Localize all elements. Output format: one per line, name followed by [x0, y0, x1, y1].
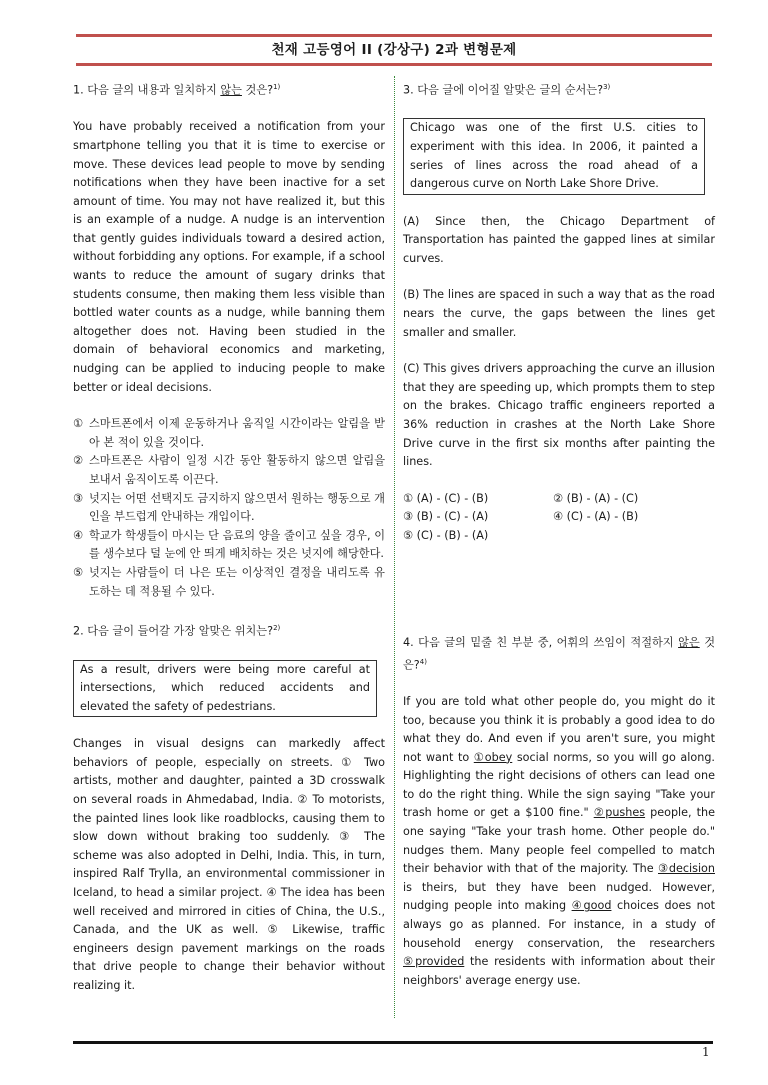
q4-footnote: 4)	[419, 657, 427, 666]
q2-passage: Changes in visual designs can markedly affect behaviors of people, especially on streets. ① Two artists, mother and daughter, painted a 3D crosswalk on several roads in Ahmedabad, India. ② To motorists, the painted lines look like roadblocks, causing them to slow down without braking too suddenly. ③ The scheme was also adopted in Delhi, India. This, in turn, inspired Ralf Trylla, an environmental commissioner in Iceland, to head a similar project. ④ The idea has been well received and mirrored in cities of China, the U.S., Canada, and the UK as well. ⑤ Likewise, traffic engineers design pavement markings on the roads that drive people to change their behavior without realizing it.	[73, 737, 385, 992]
header-top-rule	[76, 34, 712, 37]
left-column	[73, 78, 385, 996]
column-divider	[394, 76, 395, 1018]
q3-paragraph-c: (C) This gives drivers approaching the curve an illusion that they are speeding up, which prompts them to step on the brakes. Chicago traffic engineers reported a 36% reduction in crashes at the North Lake Shore Drive curve in the first six months after painting the lines.	[403, 362, 715, 469]
q1-option-2[interactable]: ② 스마트폰은 사람이 일정 시간 동안 활동하지 않으면 알림을 보내서 움직이도록 이끈다.	[73, 454, 385, 487]
q4-passage: If you are told what other people do, you might do it too, because you think it is probably a good idea to do what they do. And even if you aren't sure, you might not want to ①obey social norms, so you will go along. Highlighting the right decisions of others can lead one to do the right thing. While the sign saying "Take your trash home or get a $100 fine." ②pushes people, the one saying "Take your trash home. Other people do." nudges them. Many people feel compelled to match their behavior with that of the majority. The ③decision is theirs, but they have been nudged. However, nudging people into making ④good choices does not always go as planned. For instance, in a study of household energy conservation, the researchers ⑤provided the residents with information about their neighbors' average energy use.	[403, 694, 716, 987]
q1-option-3[interactable]: ③ 넛지는 어떤 선택지도 금지하지 않으면서 원하는 행동으로 개인을 부드럽게 안내하는 개입이다.	[73, 491, 385, 524]
right-column	[403, 78, 715, 546]
q4-underline-3[interactable]: ③decision	[658, 862, 715, 876]
page-number: 1	[702, 1045, 710, 1059]
q4-prompt: 4. 다음 글의 밑줄 친 부분 중, 어휘의 쓰임이 적절하지 않은 것은?$^{4)}$	[403, 636, 715, 672]
q1-option-4[interactable]: ④ 학교가 학생들이 마시는 단 음료의 양을 줄이고 싶을 경우, 이를 생수보다 덜 눈에 안 띄게 배치하는 것은 넛지에 해당한다.	[73, 528, 385, 561]
q3-option-2[interactable]: ② (B) - (A) - (C)	[553, 491, 639, 505]
q3-paragraph-a: (A) Since then, the Chicago Department of Transportation has painted the gapped lines at similar curves.	[403, 214, 715, 265]
footer-rule	[73, 1041, 713, 1044]
q3-prompt: 3. 다음 글에 이어질 알맞은 글의 순서는?$^{3)}$	[403, 83, 611, 97]
q3-footnote: 3)	[603, 83, 611, 91]
q3-given-box: Chicago was one of the first U.S. cities to experiment with this idea. In 2006, it painted a series of lines across the road ahead of a dangerous curve on North Lake Shore Drive.	[403, 118, 705, 194]
q3-option-1[interactable]: ① (A) - (C) - (B)	[403, 491, 489, 505]
q4-underline-4[interactable]: ④good	[571, 899, 612, 913]
q3-options	[403, 490, 715, 546]
q2-prompt: 2. 다음 글이 들어갈 가장 알맞은 위치는?$^{2)}$	[73, 624, 281, 638]
q1-footnote: 1)	[273, 83, 281, 91]
q3-option-3[interactable]: ③ (B) - (C) - (A)	[403, 510, 489, 524]
q2-insert-box: As a result, drivers were being more careful at intersections, which reduced accidents and elevated the safety of pedestrians.	[73, 660, 377, 718]
q1-passage: You have probably received a notification from your smartphone telling you that it is time to exercise or move. These devices lead people to move by sending notifications when they have been inactive for a set amount of time. You may not have realized it, but this is an example of a nudge. A nudge is an intervention that gently guides individuals toward a desired action, without forbidding any options. For example, if a school wants to reduce the amount of sugary drinks that students consume, then making them less visible than bottled water counts as a nudge, while banning them altogether does not. Having been studied in the domain of behavioral economics and marketing, nudging can be applied to inducing people to make better or ideal decisions.	[73, 120, 385, 394]
q4-section	[403, 634, 715, 990]
page-title: 천재 고등영어 II (강상구) 2과 변형문제	[271, 42, 517, 58]
q4-underline-1[interactable]: ①obey	[473, 750, 513, 764]
header-bottom-rule	[76, 63, 712, 66]
q1-prompt: 1. 다음 글의 내용과 일치하지 않는 것은?$^{1)}$	[73, 83, 281, 97]
q1-option-1[interactable]: ① 스마트폰에서 이제 운동하거나 움직일 시간이라는 알림을 받아 본 적이 있을 것이다.	[73, 417, 385, 449]
q1-option-5[interactable]: ⑤ 넛지는 사람들이 더 나은 또는 이상적인 결정을 내리도록 유도하는 데 적용될 수 있다.	[73, 565, 385, 598]
q3-option-5[interactable]: ⑤ (C) - (B) - (A)	[403, 529, 489, 543]
q1-options	[73, 415, 385, 601]
q4-underline-5[interactable]: ⑤provided	[403, 955, 465, 969]
q3-option-4[interactable]: ④ (C) - (A) - (B)	[553, 510, 639, 524]
q3-paragraph-b: (B) The lines are spaced in such a way that as the road nears the curve, the gaps between the lines get smaller and smaller.	[403, 288, 715, 339]
q4-underline-2[interactable]: ②pushes	[593, 806, 646, 820]
q2-footnote: 2)	[273, 624, 281, 633]
